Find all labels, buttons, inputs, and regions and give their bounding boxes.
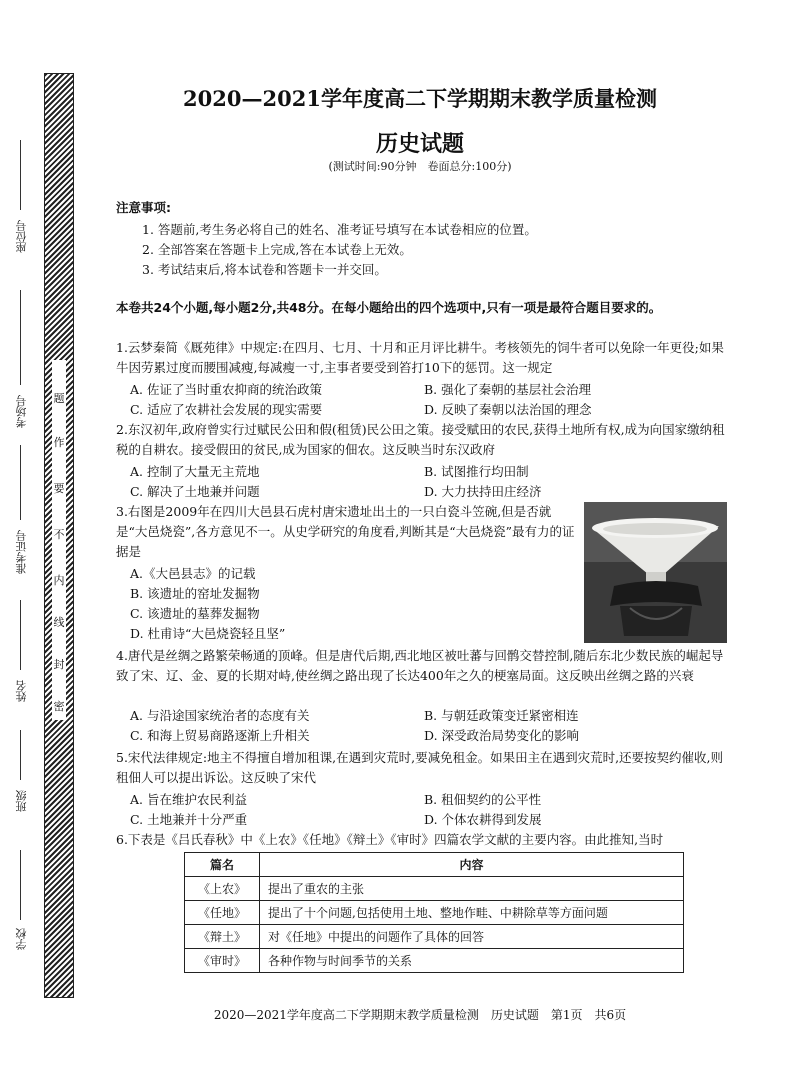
table-header-row <box>185 853 684 877</box>
class-label: 班级 <box>15 790 28 812</box>
notice-item: 1. 答题前,考生务必将自己的姓名、准考证号填写在本试卷相应的位置。 <box>142 222 537 237</box>
seal-char: 要 <box>53 482 65 495</box>
exam-room-label: 考场号 <box>15 395 28 428</box>
exam-meta: (测试时间:90分钟 卷面总分:100分) <box>328 160 512 173</box>
seat-number-line[interactable] <box>20 140 21 210</box>
seat-number-label: 座位号 <box>15 220 28 253</box>
seal-char: 封 <box>53 658 65 671</box>
table-cell: 《任地》 <box>185 901 260 925</box>
school-line[interactable] <box>20 850 21 920</box>
question-option: B. 强化了秦朝的基层社会治理 <box>424 382 592 397</box>
seal-char: 内 <box>53 574 65 587</box>
question-option: D. 反映了秦朝以法治国的理念 <box>424 402 592 417</box>
table-row <box>185 925 684 949</box>
name-line[interactable] <box>20 600 21 670</box>
question-option: A.《大邑县志》的记载 <box>130 566 256 581</box>
table-cell: 提出了十个问题,包括使用土地、整地作畦、中耕除草等方面问题 <box>260 901 684 925</box>
question-option: C. 和海上贸易商路逐渐上升相关 <box>130 728 310 743</box>
question-option: C. 解决了土地兼并问题 <box>130 484 260 499</box>
question-option: C. 该遗址的墓葬发掘物 <box>130 606 260 621</box>
question-option: C. 适应了农耕社会发展的现实需要 <box>130 402 323 417</box>
table-cell: 《辩土》 <box>185 925 260 949</box>
exam-title: 2020—2021学年度高二下学期期末教学质量检测 <box>183 86 657 111</box>
notice-heading: 注意事项: <box>116 200 171 215</box>
name-label: 姓名 <box>15 680 28 702</box>
seal-char: 线 <box>53 616 65 629</box>
table-row <box>185 901 684 925</box>
question-option: B. 试图推行均田制 <box>424 464 529 479</box>
porcelain-bowl-photo <box>584 502 727 643</box>
class-line[interactable] <box>20 730 21 780</box>
table-cell: 《上农》 <box>185 877 260 901</box>
question-stem: 5.宋代法律规定:地主不得擅自增加租课,在遇到灾荒时,要减免租金。如果田主在遇到灾荒时,还要按契约催收,则租佃人可以提出诉讼。这反映了宋代 <box>116 750 724 785</box>
question-option: A. 旨在维护农民利益 <box>130 792 247 807</box>
school-label: 学校 <box>15 928 28 950</box>
question-option: B. 租佃契约的公平性 <box>424 792 542 807</box>
admission-number-label: 准考证号 <box>15 530 28 574</box>
table-cell: 各种作物与时间季节的关系 <box>260 949 684 973</box>
seal-char: 题 <box>53 392 65 405</box>
section-intro: 本卷共24个小题,每小题2分,共48分。在每小题给出的四个选项中,只有一项是最符合题目要求的。 <box>116 300 662 315</box>
page-footer: 2020—2021学年度高二下学期期末教学质量检测 历史试题 第1页 共6页 <box>213 1008 627 1022</box>
table-header: 内容 <box>260 853 684 877</box>
subject-title: 历史试题 <box>375 132 464 157</box>
question-option: A. 控制了大量无主荒地 <box>130 464 260 479</box>
table-row <box>185 877 684 901</box>
question-option: C. 土地兼并十分严重 <box>130 812 248 827</box>
seal-char: 密 <box>53 700 65 713</box>
question-option: D. 大力扶持田庄经济 <box>424 484 542 499</box>
question-option: B. 与朝廷政策变迁紧密相连 <box>424 708 579 723</box>
seal-char: 不 <box>53 528 65 541</box>
question-option: D. 杜甫诗“大邑烧瓷轻且坚” <box>130 626 286 641</box>
question-option: A. 与沿途国家统治者的态度有关 <box>130 708 310 723</box>
question-option: D. 深受政治局势变化的影响 <box>424 728 580 743</box>
table-cell: 提出了重农的主张 <box>260 877 684 901</box>
question-stem: 2.东汉初年,政府曾实行过赋民公田和假(租赁)民公田之策。接受赋田的农民,获得土地所有权,成为向国家缴纳租税的自耕农。接受假田的贫民,成为国家的佃农。这反映当时东汉政府 <box>116 422 725 457</box>
table-cell: 对《任地》中提出的问题作了具体的回答 <box>260 925 684 949</box>
table-row <box>185 949 684 973</box>
question-stem: 3.右图是2009年在四川大邑县石虎村唐宋遗址出土的一只白瓷斗笠碗,但是否就是“大邑烧瓷”,各方意见不一。从史学研究的角度看,判断其是“大邑烧瓷”最有力的证据是 <box>116 504 575 559</box>
content-table <box>184 852 684 973</box>
notice-item: 2. 全部答案在答题卡上完成,答在本试卷上无效。 <box>142 242 412 257</box>
seal-char: 作 <box>53 436 65 449</box>
notice-item: 3. 考试结束后,将本试卷和答题卡一并交回。 <box>142 262 387 277</box>
question-stem: 6.下表是《吕氏春秋》中《上农》《任地》《辩土》《审时》四篇农学文献的主要内容。由此推知,当时 <box>116 832 664 847</box>
exam-room-line[interactable] <box>20 290 21 385</box>
table-cell: 《审时》 <box>185 949 260 973</box>
admission-number-line[interactable] <box>20 445 21 520</box>
question-option: D. 个体农耕得到发展 <box>424 812 542 827</box>
table-header: 篇名 <box>185 853 260 877</box>
question-stem: 4.唐代是丝绸之路繁荣畅通的顶峰。但是唐代后期,西北地区被吐蕃与回鹘交替控制,随后东北少数民族的崛起导致了宋、辽、金、夏的长期对峙,使丝绸之路出现了长达400年之久的梗塞局面。这反映出丝绸之路的兴衰 <box>116 648 724 683</box>
question-option: A. 佐证了当时重农抑商的统治政策 <box>130 382 322 397</box>
question-option: B. 该遗址的窑址发掘物 <box>130 586 260 601</box>
question-stem: 1.云梦秦简《厩苑律》中规定:在四月、七月、十月和正月评比耕牛。考核领先的饲牛者可以免除一年更役;如果牛因劳累过度而腰围减瘦,每减瘦一寸,主事者要受到笞打10下的惩罚。这一规定 <box>116 340 724 375</box>
